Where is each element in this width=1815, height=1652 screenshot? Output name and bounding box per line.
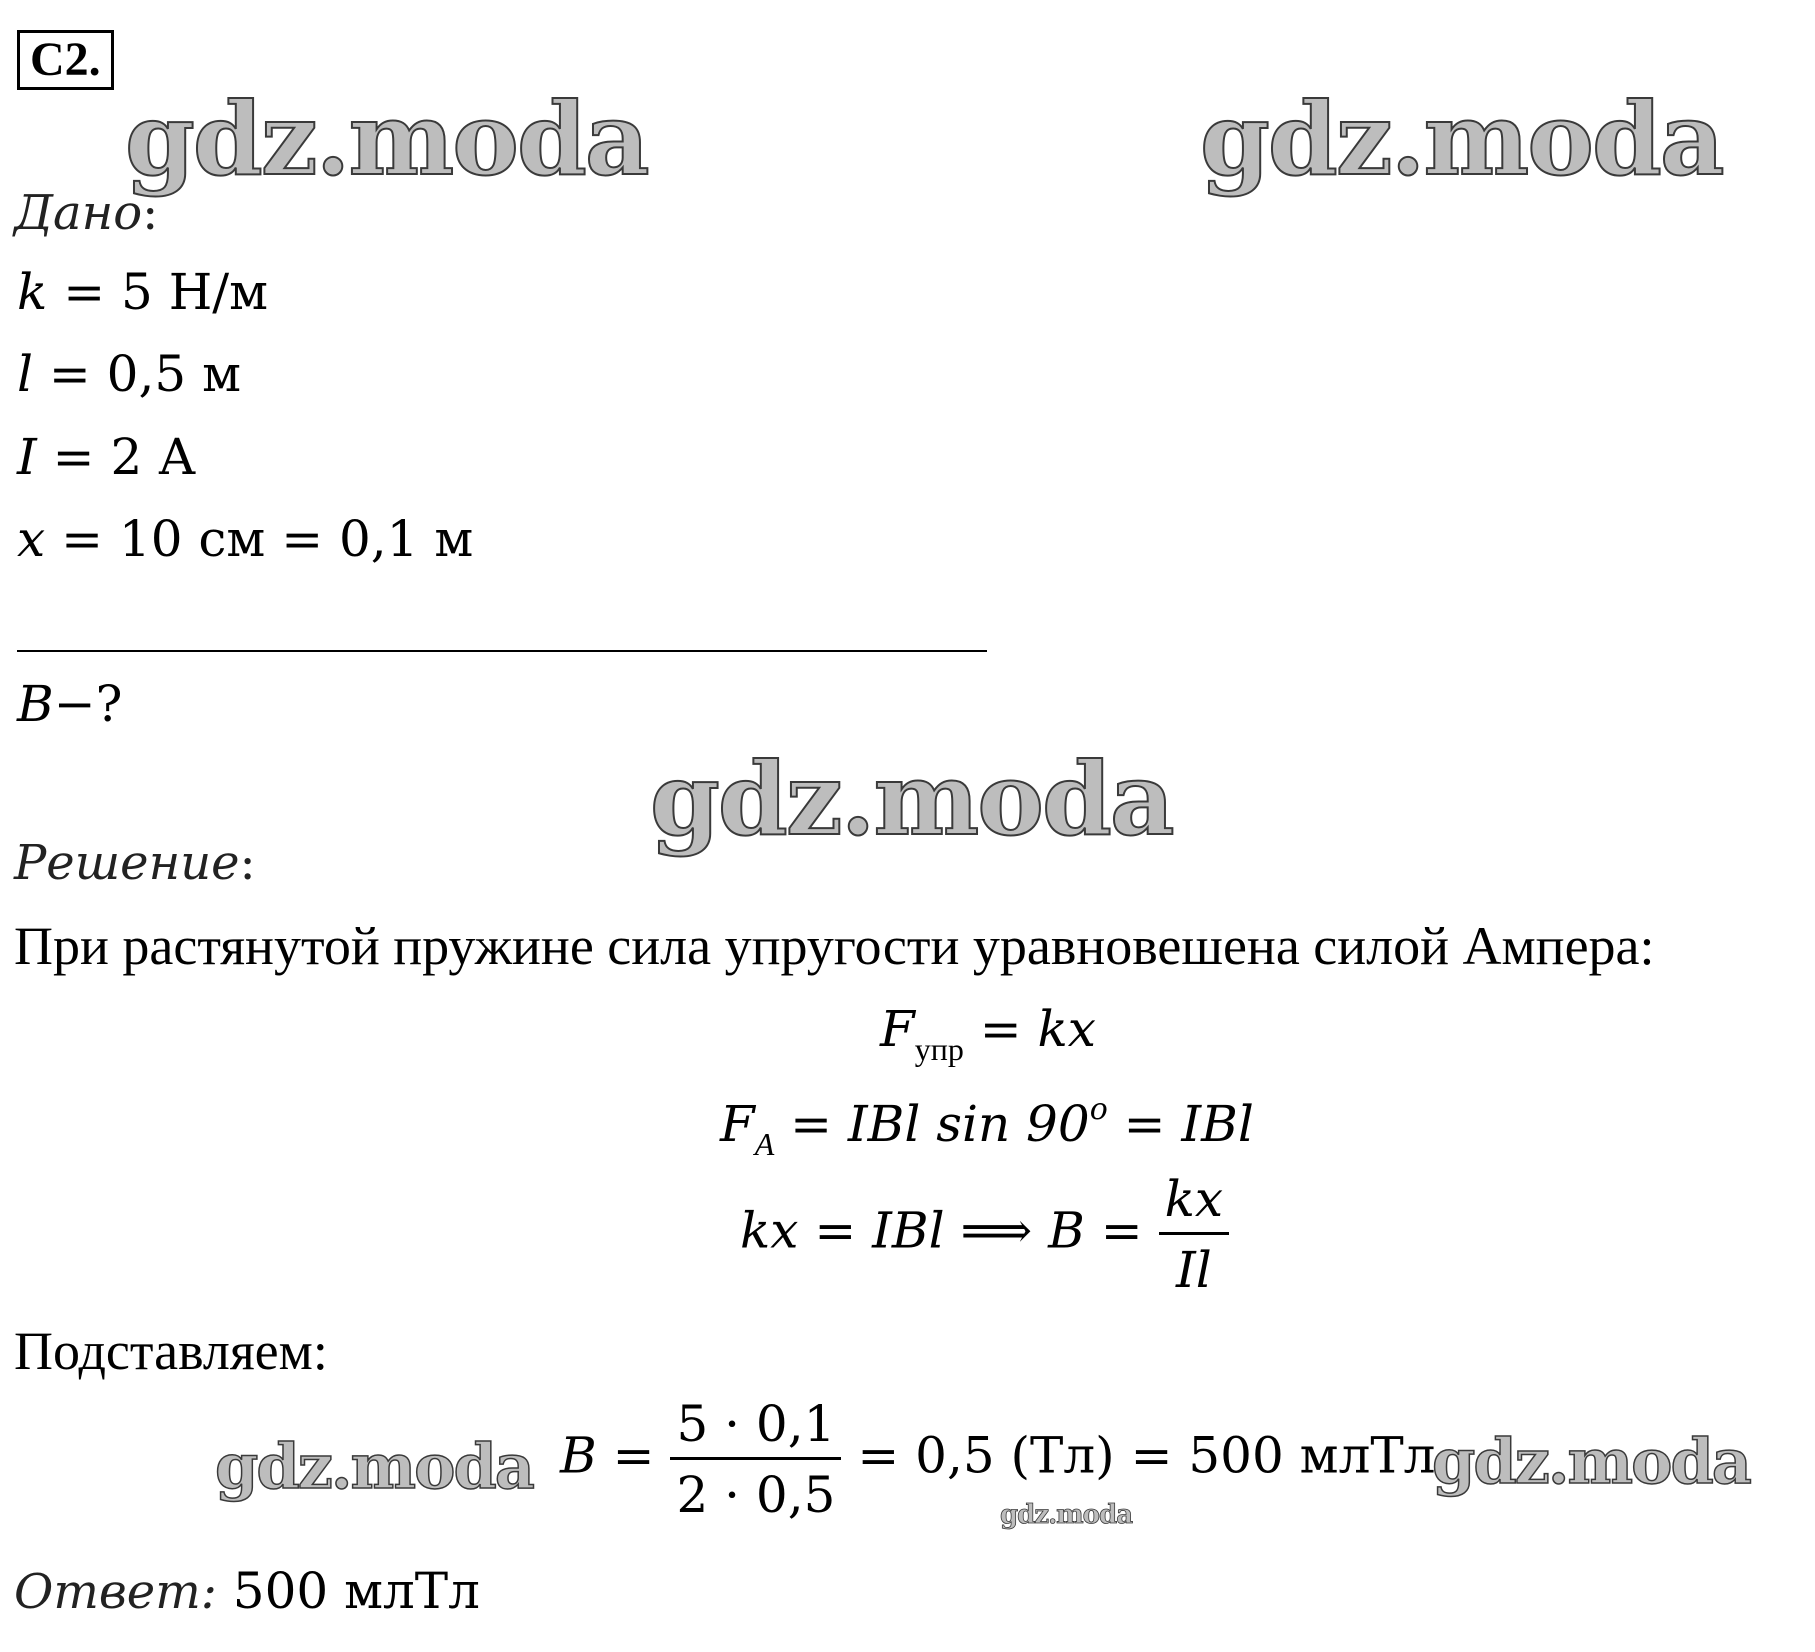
watermark: gdz.moda: [215, 1430, 533, 1503]
solution-heading: Решение:: [14, 835, 256, 891]
equation-ampere-force: $F_A$ = IBl $\sin 90^o$ = IBl: [720, 1092, 1254, 1162]
given-row: I = 2 А: [17, 428, 197, 486]
divider: [17, 650, 987, 652]
solution-intro: При растянутой пружине сила упругости уравновешена силой Ампера:: [14, 916, 1655, 976]
given-row: x = 10 см = 0,1 м: [17, 510, 474, 568]
watermark: gdz.moda: [1200, 80, 1723, 198]
task-label: С2.: [17, 30, 114, 90]
substitute-label: Подставляем:: [14, 1321, 328, 1381]
equation-derivation: kx = IBl ⟹ B = $\frac{kx}{Il}$: [740, 1170, 1229, 1299]
watermark: gdz.moda: [1000, 1500, 1133, 1530]
answer-line: Ответ: 500 млТл: [14, 1562, 480, 1620]
watermark: gdz.moda: [1432, 1425, 1750, 1498]
fraction: $\frac{5 \cdot 0,1}{2 \cdot 0,5}$: [670, 1395, 841, 1524]
equation-substitution: B = $\frac{5 \cdot 0,1}{2 \cdot 0,5}$ = 0,5 (Тл) = 500 млТл: [560, 1395, 1436, 1524]
equation-elastic-force: $F_{упр}$ = kx: [880, 1000, 1097, 1067]
given-heading: Дано:: [14, 185, 159, 241]
fraction: $\frac{kx}{Il}$: [1159, 1170, 1230, 1299]
find-line: B−?: [17, 675, 123, 733]
watermark: gdz.moda: [650, 740, 1173, 858]
given-row: l = 0,5 м: [17, 345, 241, 403]
watermark: gdz.moda: [125, 80, 648, 198]
given-row: k = 5 Н/м: [17, 263, 269, 321]
